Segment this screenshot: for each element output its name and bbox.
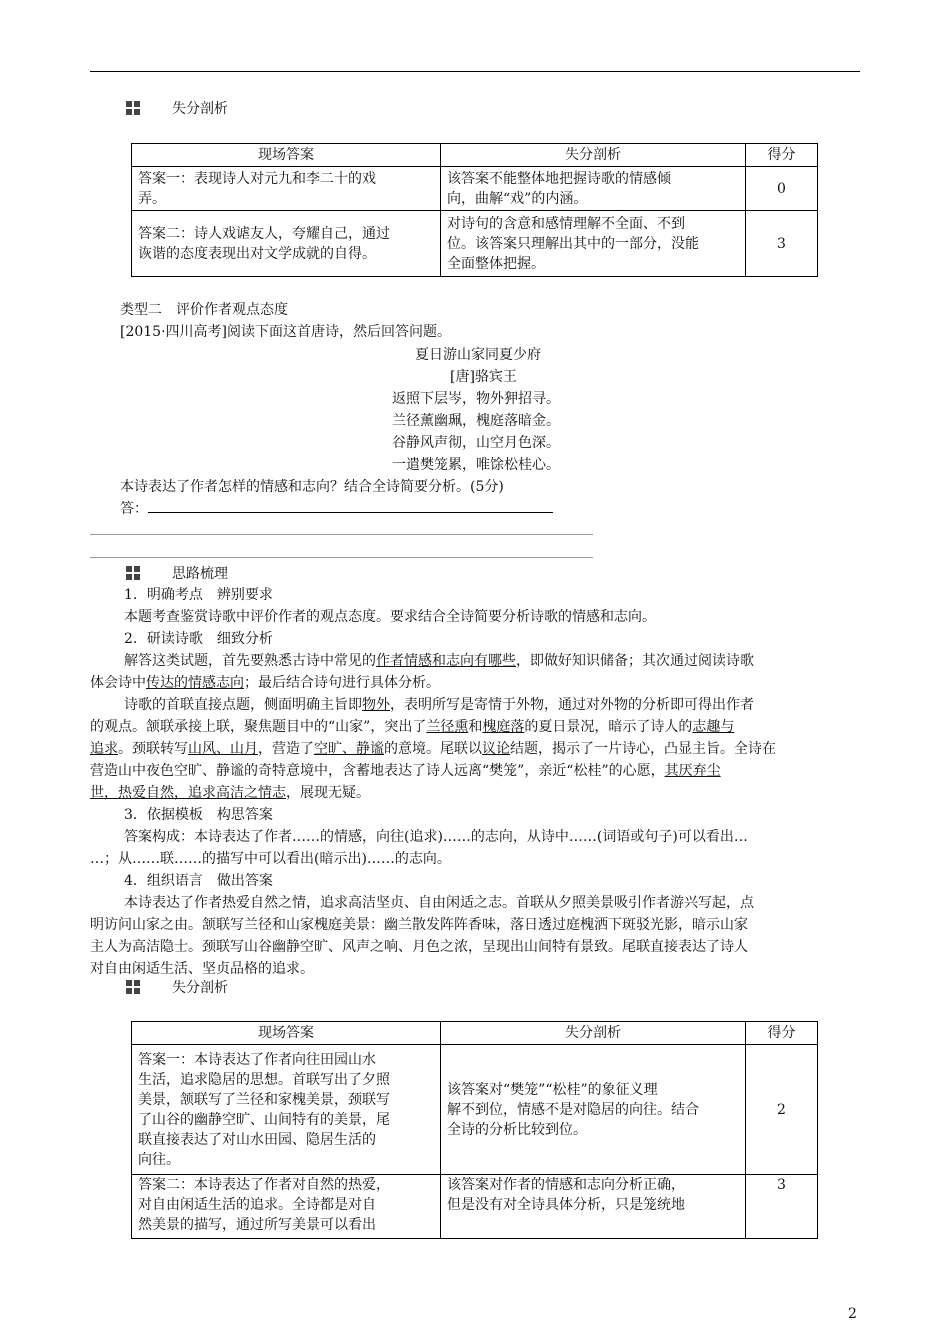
text: 解答这类试题，首先要熟悉古诗中常见的 <box>124 653 376 669</box>
underlined-text: 空旷、静谧 <box>314 741 384 757</box>
text: ；最后结合诗句进行具体分析。 <box>244 675 440 691</box>
analysis-cell <box>441 1175 746 1239</box>
squares-icon <box>126 566 140 580</box>
table-row <box>132 1045 818 1175</box>
cell-line: 位。该答案只理解出其中的一部分，没能 <box>447 235 699 252</box>
underlined-text: 传达的情感志向 <box>146 675 244 691</box>
answer-cell <box>132 167 441 211</box>
paragraph-line <box>124 695 754 715</box>
question-source: [2015·四川高考]阅读下面这首唐诗，然后回答问题。 <box>120 324 452 340</box>
answer-cell <box>132 211 441 277</box>
poem-author: [唐]骆宾王 <box>450 369 517 385</box>
step-title: 4．组织语言 做出答案 <box>124 873 273 889</box>
answer-blank-line[interactable] <box>90 534 593 535</box>
text: 的夏日景况，暗示了诗人的 <box>524 719 693 735</box>
analysis-cell <box>441 167 746 211</box>
analysis-cell <box>441 1045 746 1175</box>
page-number: 2 <box>848 1306 857 1322</box>
step-text: 答案构成：本诗表达了作者……的情感，向往(追求)……的志向，从诗中……(词语或句子)可以看出… <box>124 829 748 845</box>
paragraph-line <box>124 651 754 671</box>
answer-blank[interactable] <box>148 500 553 513</box>
step-text: 对自由闲适生活、坚贞品格的追求。 <box>90 961 314 977</box>
poem-title: 夏日游山家同夏少府 <box>415 347 541 363</box>
paragraph-line <box>90 717 734 737</box>
table-header-row <box>132 1022 818 1045</box>
step-title: 3．依据模板 构思答案 <box>124 807 273 823</box>
table-header-row <box>132 144 818 167</box>
poem-line: 返照下层岑，物外狎招寻。 <box>392 391 560 407</box>
score-cell: 3 <box>746 1175 818 1239</box>
paragraph-line <box>90 783 370 803</box>
cell-line: 美景，颔联写了兰径和家槐美景，颈联写 <box>138 1091 390 1108</box>
cell-line: 该答案不能整体地把握诗歌的情感倾 <box>447 170 671 187</box>
section-title: 失分剖析 <box>172 101 228 117</box>
answer-cell <box>132 1045 441 1175</box>
underlined-text: 作者情感和志向有哪些 <box>376 653 516 669</box>
header-rule <box>90 71 860 72</box>
cell-line: 答案一：本诗表达了作者向往田园山水 <box>138 1051 376 1068</box>
table-row <box>132 211 818 277</box>
col-header: 失分剖析 <box>441 144 746 167</box>
underlined-text: 山风、山月 <box>188 741 258 757</box>
table-row <box>132 167 818 211</box>
answer-label: 答： <box>120 501 148 517</box>
cell-line: 对自由闲适生活的追求。全诗都是对自 <box>138 1197 376 1213</box>
cell-line: 答案一：表现诗人对元九和李二十的戏 <box>138 170 376 187</box>
cell-line: 全面整体把握。 <box>447 255 545 272</box>
cell-line: 了山谷的幽静空旷、山间特有的美景，尾 <box>138 1111 390 1128</box>
paragraph-line <box>90 761 721 781</box>
step-text: …；从……联……的描写中可以看出(暗示出)……的志向。 <box>90 851 451 867</box>
text: 营造山中夜色空旷、静谧的奇特意境中，含蓄地表达了诗人远离“樊笼”，亲近“松桂”的心愿， <box>90 763 665 779</box>
text: 的观点。颔联承接上联，聚焦题目中的“山家”，突出了 <box>90 719 427 735</box>
step-text: 明访问山家之由。颔联写兰径和山家槐庭美景：幽兰散发阵阵香味，落日透过庭槐洒下斑驳光影，暗示山家 <box>90 917 748 933</box>
poem-line: 谷静风声彻，山空月色深。 <box>392 435 560 451</box>
text: 结题，揭示了一片诗心，凸显主旨。全诗在 <box>510 741 776 757</box>
step-title: 1．明确考点 辨别要求 <box>124 587 273 603</box>
answer-blank-line[interactable] <box>90 557 593 558</box>
text: 体会诗中 <box>90 675 146 691</box>
col-header: 现场答案 <box>132 1022 441 1045</box>
cell-line: 弄。 <box>138 190 166 207</box>
underlined-text: 兰径熏 <box>426 719 469 735</box>
poem-line: 兰径薰幽珮，槐庭落暗金。 <box>392 413 560 429</box>
underlined-text: 其厌弃尘 <box>664 763 721 779</box>
step-text: 本题考查鉴赏诗歌中评价作者的观点态度。要求结合全诗简要分析诗歌的情感和志向。 <box>124 609 656 625</box>
paragraph-line <box>90 673 440 693</box>
score-cell: 3 <box>746 211 818 277</box>
paragraph-line <box>90 739 776 759</box>
table-row <box>132 1175 818 1239</box>
analysis-cell <box>441 211 746 277</box>
cell-line: 该答案对“樊笼”“松桂”的象征义理 <box>447 1081 658 1098</box>
question-prompt: 本诗表达了作者怎样的情感和志向？结合全诗简要分析。(5分) <box>120 479 504 495</box>
section-heading <box>126 564 228 582</box>
answer-line <box>120 499 553 519</box>
cell-line: 对诗句的含意和感情理解不全面、不到 <box>447 215 685 232</box>
type-title: 类型二 评价作者观点态度 <box>120 302 288 318</box>
score-table-1 <box>131 143 818 277</box>
cell-line: 答案二：本诗表达了作者对自然的热爱， <box>138 1177 390 1193</box>
answer-cell <box>132 1175 441 1239</box>
text: ，即做好知识储备；其次通过阅读诗歌 <box>516 653 754 669</box>
score-table-2 <box>131 1021 818 1239</box>
underlined-text: 议论 <box>482 741 510 757</box>
text: ，营造了 <box>258 741 314 757</box>
underlined-text: 世，热爱自然，追求高洁之情志 <box>90 785 286 801</box>
underlined-text: 物外 <box>362 697 390 713</box>
underlined-text: 志趣与 <box>692 719 735 735</box>
col-header: 现场答案 <box>132 144 441 167</box>
step-title: 2．研读诗歌 细致分析 <box>124 631 273 647</box>
cell-line: 向往。 <box>138 1151 180 1168</box>
underlined-text: 槐庭落 <box>482 719 525 735</box>
squares-icon <box>126 980 140 994</box>
col-header: 得分 <box>746 144 818 167</box>
text: 。颈联转写 <box>118 741 188 757</box>
score-cell: 2 <box>746 1045 818 1175</box>
text: 和 <box>468 719 483 735</box>
step-text: 主人为高洁隐士。颈联写山谷幽静空旷、风声之响、月色之浓，呈现出山间特有景致。尾联直接表达了诗人 <box>90 939 748 955</box>
step-text: 本诗表达了作者热爱自然之情，追求高洁坚贞、自由闲适之志。首联从夕照美景吸引作者游兴写起，点 <box>124 895 754 911</box>
text: 诗歌的首联直接点题，侧面明确主旨即 <box>124 697 362 713</box>
cell-line: 全诗的分析比较到位。 <box>447 1121 587 1138</box>
col-header: 失分剖析 <box>441 1022 746 1045</box>
cell-line: 向，曲解“戏”的内涵。 <box>447 190 588 207</box>
text: ，展现无疑。 <box>286 785 370 801</box>
col-header: 得分 <box>746 1022 818 1045</box>
cell-line: 联直接表达了对山水田园、隐居生活的 <box>138 1131 376 1148</box>
text: ，表明所写是寄情于外物，通过对外物的分析即可得出作者 <box>390 697 754 713</box>
score-cell: 0 <box>746 167 818 211</box>
cell-line: 诙谐的态度表现出对文学成就的自得。 <box>138 245 376 262</box>
cell-line: 生活，追求隐居的思想。首联写出了夕照 <box>138 1071 390 1088</box>
underlined-text: 追求 <box>90 741 118 757</box>
section-heading <box>126 978 228 996</box>
cell-line: 然美景的描写，通过所写美景可以看出 <box>138 1217 376 1233</box>
section-title: 失分剖析 <box>172 980 228 996</box>
cell-line: 但是没有对全诗具体分析，只是笼统地 <box>447 1197 685 1213</box>
section-title: 思路梳理 <box>172 566 228 582</box>
text: 的意境。尾联以 <box>384 741 482 757</box>
cell-line: 答案二：诗人戏谑友人，夸耀自己，通过 <box>138 225 390 242</box>
cell-line: 解不到位，情感不是对隐居的向往。结合 <box>447 1101 699 1118</box>
squares-icon <box>126 101 140 115</box>
section-heading <box>126 99 228 117</box>
cell-line: 该答案对作者的情感和志向分析正确， <box>447 1177 685 1193</box>
poem-line: 一遣樊笼累，唯馀松桂心。 <box>392 457 560 473</box>
